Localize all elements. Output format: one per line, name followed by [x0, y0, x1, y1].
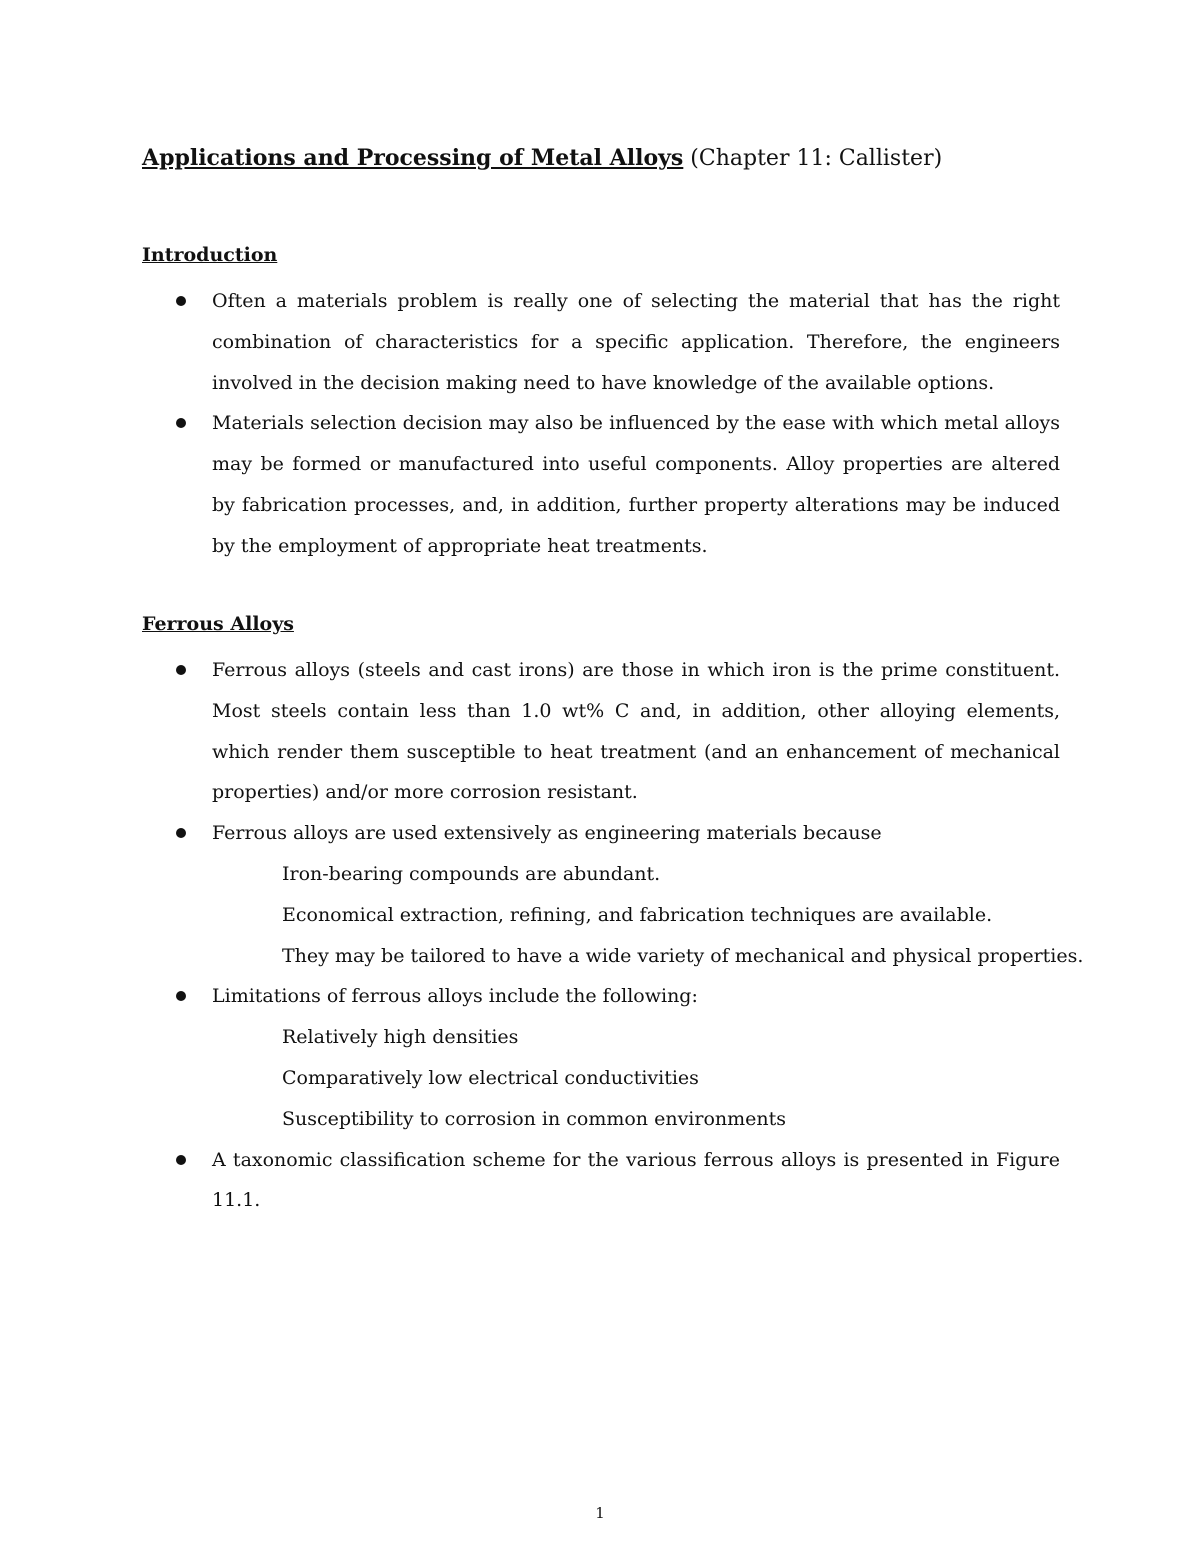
- bullet-dot-icon: [176, 296, 186, 306]
- document-title: [142, 143, 942, 174]
- ferrous-bullet: [142, 813, 1060, 854]
- sub-item: Iron-bearing compounds are abundant.: [282, 862, 661, 885]
- bullet-dot-icon: [176, 991, 186, 1001]
- page-number: 1: [595, 1504, 605, 1522]
- title-suffix: (Chapter 11: Callister): [683, 146, 943, 171]
- introduction-section: [142, 281, 1060, 567]
- bullet-text: A taxonomic classification scheme for the various ferrous alloys is presented in Figure 11.1.: [212, 1148, 1060, 1212]
- bullet-text: Limitations of ferrous alloys include the following:: [212, 985, 698, 1008]
- bullet-dot-icon: [176, 828, 186, 838]
- ferrous-alloys-heading: Ferrous Alloys: [142, 613, 294, 635]
- ferrous-bullet: [142, 1140, 1060, 1222]
- introduction-bullet: [142, 281, 1060, 403]
- bullet-text: Ferrous alloys (steels and cast irons) are those in which iron is the prime constituent. Most steels contain less than 1.0 wt% C and, in addition, other alloying elements, which render them susceptible to heat treatment (and an enhancement of mechanical properties) and/or more corrosion resistant.: [212, 659, 1060, 804]
- bullet-dot-icon: [176, 1155, 186, 1165]
- ferrous-bullet: [142, 650, 1060, 813]
- title-main: Applications and Processing of Metal Alloys: [142, 145, 684, 171]
- introduction-bullet: [142, 403, 1060, 566]
- ferrous-alloys-section: [142, 650, 1084, 1221]
- sub-item: Susceptibility to corrosion in common environments: [282, 1107, 787, 1130]
- bullet-text: Materials selection decision may also be influenced by the ease with which metal alloys may be formed or manufactured into useful components. Alloy properties are altered by fabrication processes, and, in addition, further property alterations may be induced by the employment of appropriate heat treatments.: [212, 412, 1060, 557]
- bullet-text: Ferrous alloys are used extensively as engineering materials because: [212, 822, 882, 845]
- sub-item: Relatively high densities: [282, 1026, 519, 1049]
- bullet-text: Often a materials problem is really one of selecting the material that has the right combination of characteristics for a specific application. Therefore, the engineers involved in the decision making need to have knowledge of the available options.: [212, 290, 1060, 394]
- ferrous-bullet: [142, 976, 1060, 1017]
- introduction-heading: Introduction: [142, 244, 278, 266]
- sub-item: Comparatively low electrical conductivities: [282, 1066, 699, 1089]
- sub-item: Economical extraction, refining, and fabrication techniques are available.: [282, 903, 993, 926]
- bullet-dot-icon: [176, 665, 186, 675]
- sub-item: They may be tailored to have a wide variety of mechanical and physical properties.: [282, 944, 1084, 967]
- bullet-dot-icon: [176, 418, 186, 428]
